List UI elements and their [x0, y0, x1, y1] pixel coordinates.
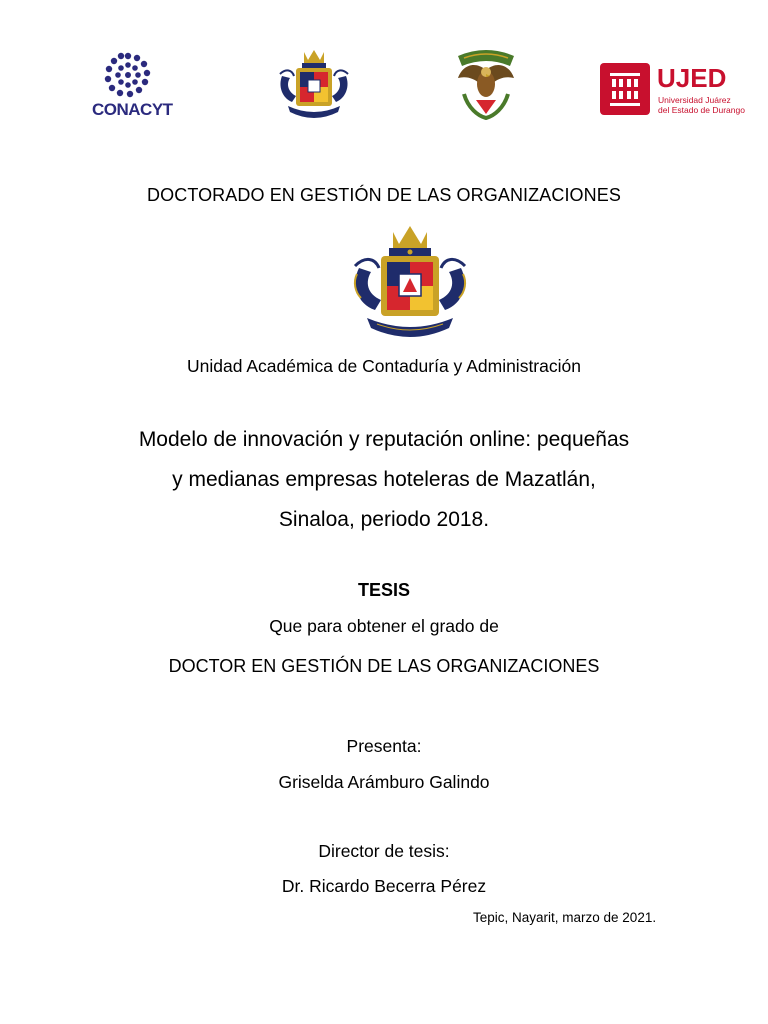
conacyt-label: CONACYT	[92, 100, 173, 119]
university-seal-icon	[276, 46, 352, 122]
ujed-logo	[600, 63, 745, 119]
obtain-degree-text: Que para obtener el grado de	[269, 616, 499, 636]
eagle-emblem-icon	[454, 44, 518, 122]
uan-seal-small	[276, 46, 352, 122]
doc-type: TESIS	[357, 580, 410, 600]
place-date: Tepic, Nayarit, marzo de 2021.	[473, 910, 657, 925]
degree-name: DOCTOR EN GESTIÓN DE LAS ORGANIZACIONES	[168, 656, 600, 676]
ujed-building-icon	[600, 63, 650, 115]
ujed-label: UJED	[657, 63, 727, 93]
university-seal-icon	[349, 222, 471, 340]
conacyt-logo	[88, 50, 173, 122]
presents-label: Presenta:	[346, 736, 422, 756]
conacyt-emblem-icon	[88, 50, 168, 102]
academic-unit: Unidad Académica de Contaduría y Administración	[187, 356, 581, 376]
ujed-subtitle-line2: del Estado de Durango	[658, 105, 745, 115]
director-label: Director de tesis:	[318, 841, 450, 861]
eagle-emblem	[454, 44, 518, 122]
thesis-title-line-3: Sinaloa, periodo 2018.	[278, 508, 490, 531]
author-name: Griselda Arámburo Galindo	[278, 772, 490, 792]
thesis-title-line-2: y medianas empresas hoteleras de Mazatlán,	[172, 468, 596, 491]
ujed-subtitle-line1: Universidad Juárez	[658, 95, 731, 105]
uan-seal-large	[349, 222, 471, 340]
director-name: Dr. Ricardo Becerra Pérez	[281, 876, 487, 896]
thesis-title-line-1: Modelo de innovación y reputación online: pequeñas	[138, 428, 630, 451]
program-heading: DOCTORADO EN GESTIÓN DE LAS ORGANIZACIONES	[147, 185, 621, 205]
